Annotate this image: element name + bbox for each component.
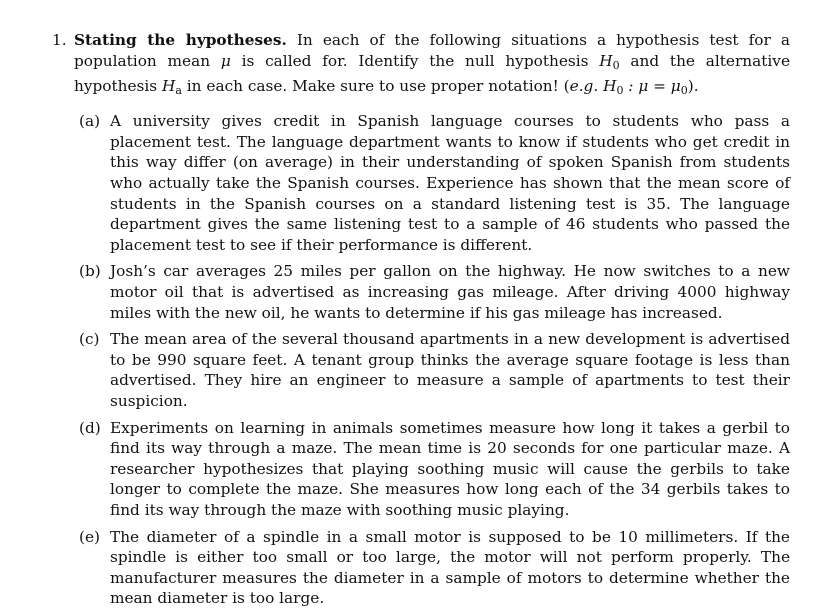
part-label: (d) — [79, 418, 101, 437]
notation-example: $H_0$ : $\mu = \mu_0$ — [603, 76, 688, 97]
part-text: The diameter of a spindle in a small motor is supposed to be 10 millimeters. If the spindle is either too small or too large, the motor will not perform properly. The manufacturer measures the diameter in a sample of motors to determine whether the mean diameter is too large. — [110, 527, 790, 608]
intro-text-5: ). — [687, 76, 699, 95]
intro-text-2: is called for. Identify the null hypothesis — [230, 51, 600, 70]
problem-intro — [52, 30, 790, 101]
part-label: (e) — [79, 527, 100, 546]
problem-instructions — [74, 30, 790, 101]
part-label: (b) — [79, 262, 101, 281]
parts-list — [79, 111, 790, 609]
part-d — [79, 418, 790, 521]
symbol-ha: $H_a$ — [162, 76, 182, 97]
part-label: (a) — [79, 112, 101, 131]
intro-text-4: in each case. Make sure to use proper notation! ( — [181, 76, 570, 95]
part-text: The mean area of the several thousand apartments in a new development is advertised to be 990 square feet. A tenant group thinks the average square footage is less than advertised. They hire an engineer to measure a sample of apartments to test their suspicion. — [110, 330, 790, 410]
part-text: Josh’s car averages 25 miles per gallon on the highway. He now switches to a new motor oil that is advertised as increasing gas mileage. After driving 4000 highway miles with the new oil, he wants to determine if his gas mileage has increased. — [110, 262, 790, 322]
symbol-h0: $H_0$ — [599, 51, 620, 72]
part-label: (c) — [79, 330, 100, 349]
problem-1 — [52, 30, 790, 615]
intro-text-1: In each of the following situations a hypothesis test for a population mean — [74, 31, 790, 70]
problem-title: Stating the hypotheses. — [74, 31, 287, 49]
intro-text-3: and the alternative hypothesis — [74, 51, 791, 95]
problem-number: 1. — [52, 31, 67, 49]
part-c — [79, 329, 790, 411]
eg-label: e.g. — [569, 76, 599, 95]
part-a — [79, 111, 790, 255]
part-e — [79, 527, 790, 609]
part-b — [79, 261, 790, 323]
part-text: Experiments on learning in animals sometimes measure how long it takes a gerbil to find its way through a maze. The mean time is 20 seconds for one particular maze. A researcher hypothesizes that playing soothing music will cause the gerbils to take longer to complete the maze. She measures how long each of the 34 gerbils takes to find its way through the maze with soothing music playing. — [110, 418, 790, 519]
symbol-mu: μ — [220, 51, 231, 70]
part-text: A university gives credit in Spanish language courses to students who pass a placement test. The language department wants to know if students who get credit in this way differ (on average) in their understanding of spoken Spanish from students who actually take the Spanish courses. Experience has shown that the mean score of students in the Spanish courses on a standard listening test is 35. The language department gives the same listening test to a sample of 46 students who passed the placement test to see if their performance is different. — [110, 112, 790, 254]
